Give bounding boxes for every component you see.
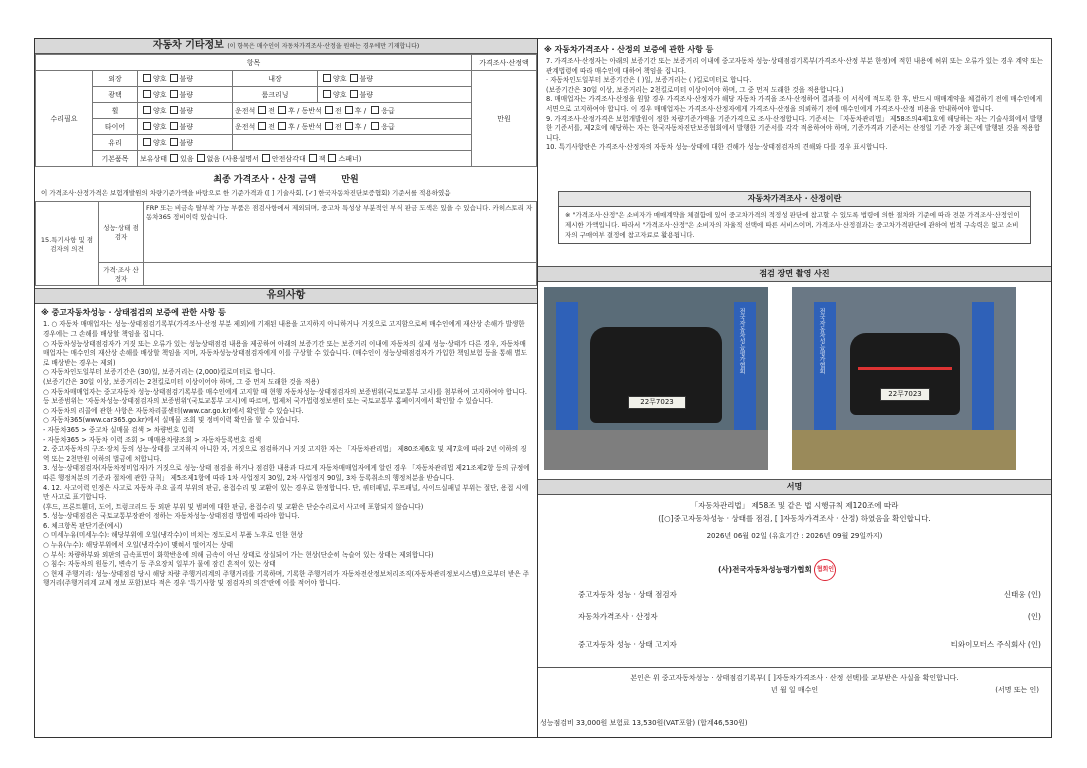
checkbox[interactable] [345, 106, 353, 114]
guarantee-paragraphs [538, 57, 1051, 153]
paragraph: ○ 부식: 차량하부와 외판의 금속표면이 화학반응에 의해 금속이 아닌 상태로 상실되어 가는 현상(단순히 녹슬어 있는 상태는 제외합니다) [43, 550, 434, 559]
basic-label: 기본품목 [93, 151, 138, 167]
paragraph: 5. 성능·상태점검은 국토교통부장관이 정하는 자동차성능·상태점검 방법에 따라야 합니다. [43, 512, 300, 521]
car-front [590, 327, 722, 423]
association-name: (사)전국자동차성능평가협회 협회인 [718, 559, 836, 581]
inspection-record-sheet [34, 38, 1052, 738]
checkbox[interactable] [170, 154, 178, 162]
checkbox[interactable] [278, 122, 286, 130]
etc-info-header: 자동차 기타정보 (이 항목은 매수인이 자동차가격조사·산정을 원하는 경우에만 기재합니다) [35, 39, 537, 54]
paragraph: 10. 특기사항란은 가격조사·산정자의 자동차 성능·상태에 대한 견해가 성능·상태점검자의 견해와 다를 경우 표시합니다. [546, 143, 888, 152]
paragraph: 2. 중고자동차의 구조·장치 등의 성능·상태를 고지하지 아니한 자, 거짓으로 점검하거나 거짓 고지한 자는 「자동차관리법」 제80조제6호 및 제7호에 따라 2년 이하의 징역 또는 2천만원 이하의 벌금에 처합니다. [43, 445, 527, 463]
price-basis-text: 이 가격조사·산정가격은 보험개발원의 차량기준가액을 바탕으로 한 기준가격과 ([ ] 기술사회, [✓] 한국자동차진단보증협회) 기준서를 적용하였음 [41, 189, 451, 197]
paragraph: - 자동차365 > 자동차 이력 조회 > 매매용차량조회 > 자동차등록번호 검색 [43, 435, 262, 444]
paragraph: ○ 자동차성능상태점검자가 거짓 또는 오류가 있는 성능상태점검 내용을 제공하여 아래의 보증기간 또는 보증거리 이내에 자동차의 실제 성능·상태가 다른 경우, 자동차매매업자는 매수인의 재산상 손해를 배상할 책임을 지며, 자동차성능상태점검자에게 이를 구상할 수 있습니다. (매수인이 성능상태점검자가 가입한 책임보험 등을 통해 별도로 배상받는 경우는 제외) [43, 339, 527, 367]
checkbox[interactable] [143, 90, 151, 98]
checkbox[interactable] [345, 122, 353, 130]
lift-post: 전국자동차성능평가협회 [734, 302, 756, 452]
checkbox[interactable] [197, 154, 205, 162]
paragraph: (보증기간은 30일 이상, 보증거리는 2천킬로미터 이상이어야 하며, 그 중 먼저 도래한 것을 적용) [43, 377, 320, 386]
paragraph: ○ 자동차365(www.car365.go.kr)에서 실매물 조회 및 정비이력 확인을 할 수 있습니다. [43, 416, 300, 425]
sign-title: 서명 [538, 479, 1051, 495]
checkbox[interactable] [170, 138, 178, 146]
paragraph: ○ 침수: 자동차의 원동기, 변속기 등 주요장치 일부가 물에 잠긴 흔적이 있는 상태 [43, 560, 276, 569]
inspection-photo-rear [792, 287, 1016, 470]
association-seal: 협회인 [814, 559, 836, 581]
checkbox[interactable] [170, 74, 178, 82]
car-rear [850, 333, 960, 415]
definition-box: 자동차가격조사 · 산정이란 ※ "가격조사·산정"은 소비자가 매매계약을 체결함에 있어 중고차가격의 적정성 판단에 참고할 수 있도록 법령에 의한 절차와 기준에 따라 전문 가격조사·산정인이 제시한 가액입니다. 따라서 "가격조사·산정"은 소비자의 자율적 선택에 따른 서비스이며, 가격조사·산정결과는 중고차가격판단에 관하여 법적 구속력은 없고 소비자의 구매여부 결정에 참고자료로 활용됩니다. [558, 191, 1031, 244]
lift-post: 전국자동차성능평가협회 [814, 302, 836, 452]
checkbox[interactable] [323, 74, 331, 82]
checkbox[interactable] [143, 74, 151, 82]
checkbox[interactable] [170, 106, 178, 114]
checkbox[interactable] [143, 138, 151, 146]
final-price: 최종 가격조사 · 산정 금액 만원 [213, 175, 359, 185]
checkbox[interactable] [325, 122, 333, 130]
checkbox[interactable] [350, 90, 358, 98]
paragraph: 9. 가격조사·산정가격은 보험개발원이 정한 차량기준가액을 기준가격으로 조사·산정합니다. 기준서는 「자동차관리법」 제58조의4제1호에 해당하는 자는 기술사회에서 발행한 기준서를, 제2호에 해당하는 자는 한국자동차진단보증협회에서 발행한 기준서를 각각 적용하여야 하며, 기준가격과 기준서는 산정일 기준 가장 최근에 발행된 것을 적용합니다. [546, 114, 1043, 142]
notice-paragraphs [35, 320, 537, 589]
paragraph: ○ 현재 주행거리: 성능·상태점검 당시 해당 차량 주행거리계의 주행거리를 기록하며, 기록한 주행거리가 자동차전산정보처리조직(자동차관리정보시스템)으로부터 받은 주행거리(주행거리계 교체 정보 포함)보다 적은 경우 '특기사항 및 점검자의 의견'란에 이를 적어야 합니다. [43, 569, 530, 588]
notice-title: ※ 중고자동차성능 · 상태점검의 보증에 관한 사항 등 [41, 308, 226, 318]
paragraph: ○ 자동차인도일부터 보증기간은 (30)일, 보증거리는 (2,000)킬로미터로 합니다. [43, 368, 276, 377]
photo-title: 점검 장면 촬영 사진 [538, 266, 1051, 282]
receipt-box: 본인은 위 중고자동차성능 · 상태점검기록부( [ ]자동차가격조사 · 산정 선택)를 교부받은 사실을 확인합니다. 년 월 일 매수인 (서명 또는 인) [538, 667, 1051, 696]
paragraph: ○ 미세누유(미세누수): 해당부위에 오일(냉각수)이 비치는 정도로서 부품 노후로 인한 현상 [43, 531, 304, 540]
checkbox[interactable] [258, 122, 266, 130]
checkbox[interactable] [371, 122, 379, 130]
checkbox[interactable] [278, 106, 286, 114]
checkbox[interactable] [262, 154, 270, 162]
inspector-row: 중고자동차 성능 · 상태 점검자 신태웅 (인) [578, 590, 1041, 599]
notice-header: 유의사항 [35, 288, 537, 304]
right-column [538, 39, 1051, 737]
checkbox[interactable] [170, 122, 178, 130]
paragraph: 4. 12. 사고이력 인정은 사고로 자동차 주요 골격 부위의 판금, 용접수리 및 교환이 있는 경우로 한정합니다. 단, 쿼터패널, 루프패널, 사이드실패널 부위는 절단, 용접 시에만 사고로 표기합니다. [43, 483, 529, 502]
repair-unit: 만원 [472, 71, 537, 167]
special-text: FRP 또는 비금속 탈부착 가능 부품은 점검사항에서 제외되며, 중고차 특성상 부분적인 부식 판금 도색은 있을 수 있습니다. 카히스토리 자동차365 정비이력 있습니다. [144, 202, 537, 263]
etc-info-table: 항목 가격조사·산정액 수리필요 외장 양호 불량 내장 양호 불량 만원 광택 양호 불량 룸크리닝 양호 불량 휠 양호 불량 운전석 전 후 / 동반석 전 후 / 응급 타이어 양호 불량 운전석 전 후 / 동반석 전 후 / 응급 유리 양호 불량 기본품목 보유상태 있음 없음 (사용설명서 안전삼각대 잭 스패너) [35, 54, 537, 167]
plate: 22무7023 [880, 388, 930, 401]
appraiser-row: 자동차가격조사 · 산정자 (인) [578, 612, 1041, 621]
checkbox[interactable] [371, 106, 379, 114]
checkbox[interactable] [309, 154, 317, 162]
plate: 22무7023 [628, 396, 686, 409]
paragraph: ○ 자동차매매업자는 중고자동차 성능·상태점검기록부를 매수인에게 고지할 때 현행 자동차성능·상태점검자의 보증범위(국토교통부 고시)를 첨부하여 고지하여야 합니다. 등 보증범위는 '자동차성능·상태점검자의 보증범위'(국토교통부 고시)에 따르며, 법제처 국가법령정보센터 또는 국토교통부 홈페이지에서 확인할 수 있습니다. [43, 387, 527, 406]
paragraph: 3. 성능·상태점검자(자동차정비업자)가 거짓으로 성능·상태 점검을 하거나 점검한 내용과 다르게 자동차매매업자에게 알린 경우 「자동차관리법 제21조제2항 등의 규정에 따른 행정처분의 기준과 절차에 관한 규칙」 제5조제1항에 따라 1차 사업정지 30일, 2차 사업정지 90일, 3차 등록취소의 행정처분을 받습니다. [43, 464, 530, 482]
special-notes-table: 15.특기사항 및 점검자의 의견 성능·상태 점검자 FRP 또는 비금속 탈부착 가능 부품은 점검사항에서 제외되며, 중고차 특성상 부분적인 부식 판금 도색은 있을 수 있습니다. 카히스토리 자동차365 정비이력 있습니다. 가격·조사 산정자 [35, 201, 537, 286]
checkbox[interactable] [143, 122, 151, 130]
paragraph: · 자동차인도일부터 보증기간은 ( )일, 보증거리는 ( )킬로미터로 합니다. [546, 76, 752, 85]
inspection-photo-front [544, 287, 768, 470]
paragraph: ○ 누유(누수): 해당부위에서 오일(냉각수)이 맺혀서 떨어지는 상태 [43, 541, 234, 550]
paragraph: 1. ○ 자동차 매매업자는 성능·상태점검기록부(가격조사·산정 부분 제외)에 기재된 내용을 고지하지 아니하거나 거짓으로 고지함으로써 매수인에게 재산상 손해가 발생한 경우에는 그 손해를 배상할 책임을 집니다. [43, 320, 525, 338]
fee-text: 성능점검비 33,000원 보험료 13,530원(VAT포함) (합계46,530원) [540, 719, 748, 727]
photo-area [538, 287, 1051, 473]
checkbox[interactable] [350, 74, 358, 82]
paragraph: (보증기간은 30일 이상, 보증거리는 2천킬로미터 이상이어야 하며, 그 중 먼저 도래한 것을 적용합니다.) [546, 85, 844, 94]
col-item: 항목 [36, 55, 472, 71]
paragraph: 8. 매매업자는 가격조사·산정을 원할 경우 가격조사·산정자가 해당 자동차 가격을 조사·산정하여 결과를 이 서식에 적도록 한 후, 반드시 매매계약을 체결하기 전에 매수인에게 서면으로 고지하여야 합니다. 이 경우 매매업자는 가격조사·산정자에게 가격조사·산정을 의뢰하기 전에 매수인에게 가격조사·산정 비용을 안내하여야 합니다. [546, 95, 1043, 113]
repair-label: 수리필요 [36, 71, 93, 167]
col-price: 가격조사·산정액 [472, 55, 537, 71]
paragraph: - 자동차365 > 중고차 실매물 검색 > 차량번호 입력 [43, 425, 195, 434]
paragraph: 6. 체크항목 판단기준(예시) [43, 521, 123, 530]
checkbox[interactable] [323, 90, 331, 98]
left-column [35, 39, 538, 737]
notifier-row: 중고자동차 성능 · 상태 고지자 티와이모터스 주식회사 (인) [578, 640, 1041, 649]
checkbox[interactable] [258, 106, 266, 114]
paragraph: (후드, 프론트휀더, 도어, 트렁크리드 등 외판 부위 및 범퍼에 대한 판금, 용접수리 및 교환은 단순수리로서 사고에 포함되지 않습니다) [43, 502, 424, 511]
sign-statement: 「자동차관리법」 제58조 및 같은 법 시행규칙 제120조에 따라 ([○]중고자동차성능 · 상태를 점검, [ ]자동차가격조사 · 산정) 하였음을 확인합니다. 2026년 06월 02일 (유효기간 : 2026년 09월 29일까지) [658, 501, 931, 540]
paragraph: 7. 가격조사·산정자는 아래의 보증기간 또는 보증거리 이내에 중고자동차 성능·상태점검기록부(가격조사·산정 부분 한정)에 적힌 내용에 허위 또는 오류가 있는 경우 계약 또는 관계법령에 따라 매수인에 대하여 책임을 집니다. [546, 57, 1044, 75]
checkbox[interactable] [325, 106, 333, 114]
guarantee-title: ※ 자동차가격조사 · 산정의 보증에 관한 사항 등 [544, 45, 714, 54]
checkbox[interactable] [143, 106, 151, 114]
checkbox[interactable] [170, 90, 178, 98]
paragraph: ○ 자동차의 리콜에 관한 사항은 자동차리콜센터(www.car.go.kr)에서 확인할 수 있습니다. [43, 406, 304, 415]
checkbox[interactable] [328, 154, 336, 162]
